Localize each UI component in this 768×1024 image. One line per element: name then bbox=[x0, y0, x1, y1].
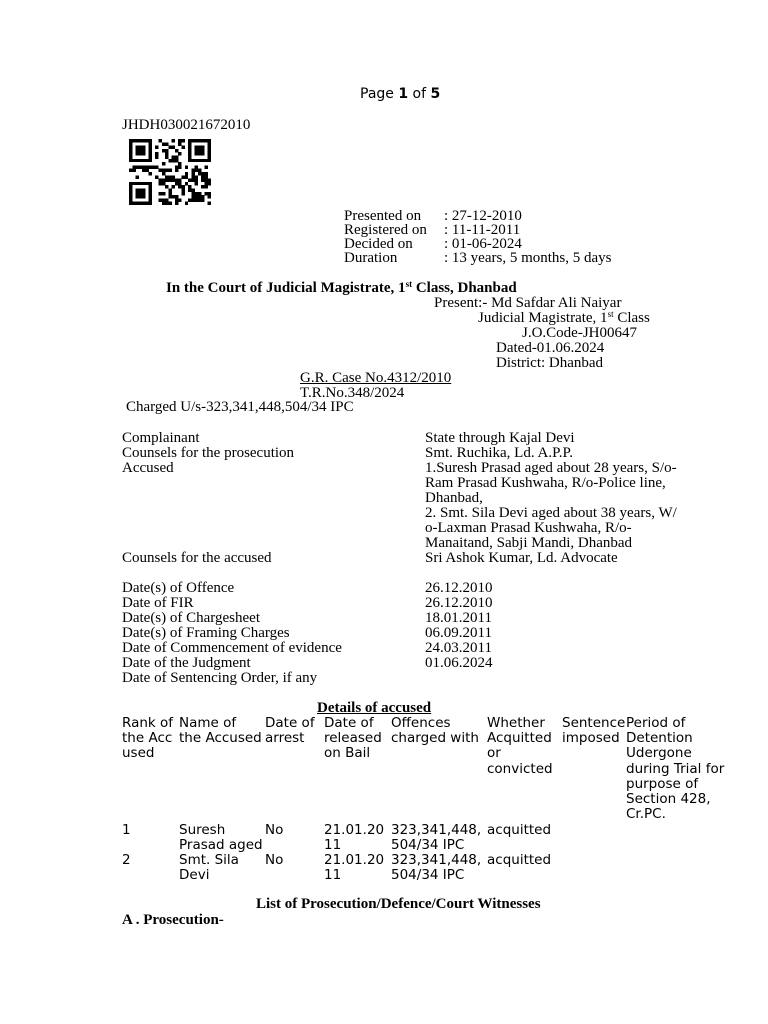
date-judgment-label: Date of the Judgment bbox=[122, 655, 251, 671]
accused-line: 1.Suresh Prasad aged about 28 years, S/o- bbox=[425, 460, 677, 476]
presented-on-label: Presented on bbox=[344, 208, 422, 224]
cnr-number: JHDH030021672010 bbox=[122, 117, 251, 133]
defence-counsel-value: Sri Ashok Kumar, Ld. Advocate bbox=[425, 550, 618, 566]
registered-on-label: Registered on bbox=[344, 222, 427, 238]
accused-line: Dhanbad, bbox=[425, 490, 483, 506]
date-judgment-value: 01.06.2024 bbox=[425, 655, 493, 671]
cell-arrest: No bbox=[265, 852, 284, 868]
prosecution-heading: A . Prosecution- bbox=[122, 912, 224, 928]
cell-verdict: acquitted bbox=[487, 852, 552, 868]
cell-rank: 1 bbox=[122, 822, 131, 838]
date-chargesheet-value: 18.01.2011 bbox=[425, 610, 492, 626]
cell-verdict: acquitted bbox=[487, 822, 552, 838]
registered-on-value: : 11-11-2011 bbox=[444, 222, 521, 238]
date-framing-value: 06.09.2011 bbox=[425, 625, 492, 641]
court-title: In the Court of Judicial Magistrate, 1st Class, Dhanbad bbox=[166, 279, 517, 296]
col-header-sentence: Sentence imposed bbox=[562, 715, 626, 747]
cell-bail: 21.01.2011 bbox=[324, 822, 385, 854]
cell-offences: 323,341,448, 504/34 IPC bbox=[391, 852, 482, 884]
cell-rank: 2 bbox=[122, 852, 131, 868]
gr-case-number: G.R. Case No.4312/2010 bbox=[300, 370, 452, 386]
decided-on-value: : 01-06-2024 bbox=[444, 236, 522, 252]
presiding-officer: Present:- Md Safdar Ali Naiyar bbox=[434, 295, 622, 311]
cell-arrest: No bbox=[265, 822, 284, 838]
presented-on-value: : 27-12-2010 bbox=[444, 208, 522, 224]
date-chargesheet-label: Date(s) of Chargesheet bbox=[122, 610, 261, 626]
date-evidence-label: Date of Commencement of evidence bbox=[122, 640, 342, 656]
duration-value: : 13 years, 5 months, 5 days bbox=[444, 250, 612, 266]
defence-counsel-label: Counsels for the accused bbox=[122, 550, 272, 566]
officer-designation: Judicial Magistrate, 1st Class bbox=[478, 309, 650, 326]
accused-line: 2. Smt. Sila Devi aged about 38 years, W/ bbox=[425, 505, 677, 521]
prosecution-counsel-value: Smt. Ruchika, Ld. A.P.P. bbox=[425, 445, 573, 461]
decided-on-label: Decided on bbox=[344, 236, 413, 252]
details-of-accused-heading: Details of accused bbox=[317, 700, 432, 716]
col-header-name: Name of the Accused bbox=[179, 715, 262, 747]
charged-sections: Charged U/s-323,341,448,504/34 IPC bbox=[126, 399, 354, 415]
complainant-label: Complainant bbox=[122, 430, 200, 446]
col-header-arrest: Date of arrest bbox=[265, 715, 315, 747]
judgment-dated: Dated-01.06.2024 bbox=[496, 340, 605, 356]
col-header-offences: Offences charged with bbox=[391, 715, 479, 747]
tr-number: T.R.No.348/2024 bbox=[300, 385, 405, 401]
accused-line: Ram Prasad Kushwaha, R/o-Police line, bbox=[425, 475, 666, 491]
jo-code: J.O.Code-JH00647 bbox=[522, 325, 637, 341]
date-fir-label: Date of FIR bbox=[122, 595, 194, 611]
qr-code bbox=[129, 139, 211, 205]
duration-label: Duration bbox=[344, 250, 398, 266]
date-offence-label: Date(s) of Offence bbox=[122, 580, 235, 596]
complainant-value: State through Kajal Devi bbox=[425, 430, 575, 446]
page-number-label: Page 1 of 5 bbox=[360, 86, 441, 102]
cell-name: Smt. Sila Devi bbox=[179, 852, 239, 884]
accused-line: Manaitand, Sabji Mandi, Dhanbad bbox=[425, 535, 633, 551]
cell-offences: 323,341,448, 504/34 IPC bbox=[391, 822, 482, 854]
date-evidence-value: 24.03.2011 bbox=[425, 640, 492, 656]
date-offence-value: 26.12.2010 bbox=[425, 580, 493, 596]
accused-label: Accused bbox=[122, 460, 174, 476]
date-fir-value: 26.12.2010 bbox=[425, 595, 493, 611]
cell-name: Suresh Prasad aged bbox=[179, 822, 263, 854]
date-framing-label: Date(s) of Framing Charges bbox=[122, 625, 290, 641]
date-sentencing-label: Date of Sentencing Order, if any bbox=[122, 670, 318, 686]
cell-bail: 21.01.2011 bbox=[324, 852, 385, 884]
district: District: Dhanbad bbox=[496, 355, 604, 371]
col-header-rank: Rank of the Accused bbox=[122, 715, 174, 762]
col-header-detention: Period of Detention Udergone during Trial for purpose of Section 428, Cr.PC. bbox=[626, 715, 725, 823]
witness-list-heading: List of Prosecution/Defence/Court Witnesses bbox=[256, 896, 541, 912]
accused-line: o-Laxman Prasad Kushwaha, R/o- bbox=[425, 520, 632, 536]
col-header-verdict: Whether Acquitted or convicted bbox=[487, 715, 553, 777]
col-header-bail: Date of released on Bail bbox=[324, 715, 382, 762]
prosecution-counsel-label: Counsels for the prosecution bbox=[122, 445, 295, 461]
